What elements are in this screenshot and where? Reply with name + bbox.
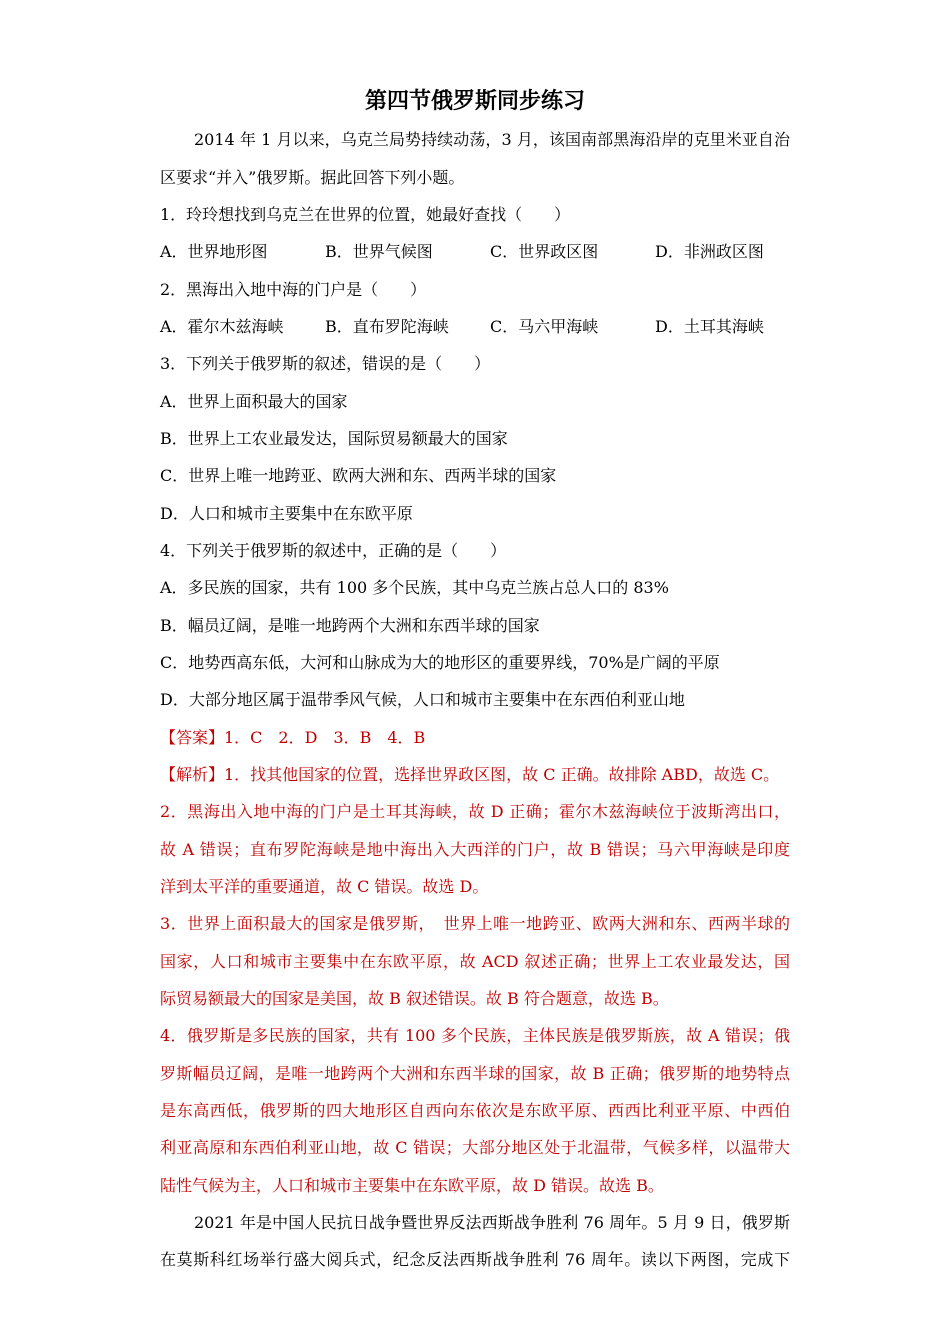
analysis-2-line-1: 2．黑海出入地中海的门户是土耳其海峡，故 D 正确；霍尔木兹海峡位于波斯湾出口， xyxy=(160,802,790,821)
analysis-2-line-2: 故 A 错误；直布罗陀海峡是地中海出入大西洋的门户，故 B 错误；马六甲海峡是印度 xyxy=(160,840,790,859)
analysis-1: 【解析】1．找其他国家的位置，选择世界政区图，故 C 正确。故排除 ABD，故选 C。 xyxy=(160,765,780,784)
question-2-option-b: B．直布罗陀海峡 xyxy=(325,317,449,336)
intro2-line-2: 在莫斯科红场举行盛大阅兵式，纪念反法西斯战争胜利 76 周年。读以下两图，完成下 xyxy=(160,1250,790,1269)
question-1-option-b: B．世界气候图 xyxy=(325,242,433,261)
analysis-3-line-1: 3．世界上面积最大的国家是俄罗斯， 世界上唯一地跨亚、欧两大洲和东、西两半球的 xyxy=(160,914,790,933)
page-title: 第四节俄罗斯同步练习 xyxy=(364,88,585,114)
question-2-option-d: D．土耳其海峡 xyxy=(655,317,764,336)
question-3-option-b: B．世界上工农业最发达，国际贸易额最大的国家 xyxy=(160,429,508,448)
analysis-4-line-3: 是东高西低，俄罗斯的四大地形区自西向东依次是东欧平原、西西比利亚平原、中西伯 xyxy=(160,1101,790,1120)
question-2-option-c: C．马六甲海峡 xyxy=(490,317,599,336)
question-4-stem: 4．下列关于俄罗斯的叙述中，正确的是（ ） xyxy=(160,541,507,560)
intro2-line-1: 2021 年是中国人民抗日战争暨世界反法西斯战争胜利 76 周年。5 月 9 日，俄罗斯 xyxy=(194,1213,790,1232)
question-1-option-d: D．非洲政区图 xyxy=(655,242,764,261)
analysis-4-line-5: 陆性气候为主，人口和城市主要集中在东欧平原，故 D 错误。故选 B。 xyxy=(160,1176,664,1195)
question-2-stem: 2．黑海出入地中海的门户是（ ） xyxy=(160,280,427,299)
question-1-stem: 1．玲玲想找到乌克兰在世界的位置，她最好查找（ ） xyxy=(160,205,571,224)
question-4-option-b: B．幅员辽阔，是唯一地跨两个大洲和东西半球的国家 xyxy=(160,616,540,635)
question-1-option-a: A．世界地形图 xyxy=(160,242,268,261)
analysis-4-line-2: 罗斯幅员辽阔，是唯一地跨两个大洲和东西半球的国家，故 B 正确；俄罗斯的地势特点 xyxy=(160,1064,790,1083)
analysis-4-line-1: 4．俄罗斯是多民族的国家，共有 100 多个民族，主体民族是俄罗斯族，故 A 错误；俄 xyxy=(160,1026,790,1045)
answer-key: 【答案】1．C 2．D 3．B 4．B xyxy=(160,728,426,747)
question-4-option-d: D．大部分地区属于温带季风气候，人口和城市主要集中在东西伯利亚山地 xyxy=(160,690,685,709)
intro-line-1: 2014 年 1 月以来，乌克兰局势持续动荡，3 月，该国南部黑海沿岸的克里米亚自治 xyxy=(194,130,790,149)
question-3-option-d: D．人口和城市主要集中在东欧平原 xyxy=(160,504,413,523)
analysis-2-line-3: 洋到太平洋的重要通道，故 C 错误。故选 D。 xyxy=(160,877,489,896)
question-2-option-a: A．霍尔木兹海峡 xyxy=(160,317,284,336)
question-1-option-c: C．世界政区图 xyxy=(490,242,599,261)
analysis-4-line-4: 利亚高原和东西伯利亚山地，故 C 错误；大部分地区处于北温带，气候多样，以温带大 xyxy=(160,1138,790,1157)
question-4-option-c: C．地势西高东低，大河和山脉成为大的地形区的重要界线，70%是广阔的平原 xyxy=(160,653,720,672)
question-3-option-a: A．世界上面积最大的国家 xyxy=(160,392,348,411)
question-3-stem: 3．下列关于俄罗斯的叙述，错误的是（ ） xyxy=(160,354,491,373)
question-4-option-a: A．多民族的国家，共有 100 多个民族，其中乌克兰族占总人口的 83% xyxy=(160,578,669,597)
analysis-3-line-3: 际贸易额最大的国家是美国，故 B 叙述错误。故 B 符合题意，故选 B。 xyxy=(160,989,669,1008)
analysis-3-line-2: 国家，人口和城市主要集中在东欧平原，故 ACD 叙述正确；世界上工农业最发达，国 xyxy=(160,952,790,971)
question-3-option-c: C．世界上唯一地跨亚、欧两大洲和东、西两半球的国家 xyxy=(160,466,557,485)
intro-line-2: 区要求“并入”俄罗斯。据此回答下列小题。 xyxy=(160,168,465,187)
